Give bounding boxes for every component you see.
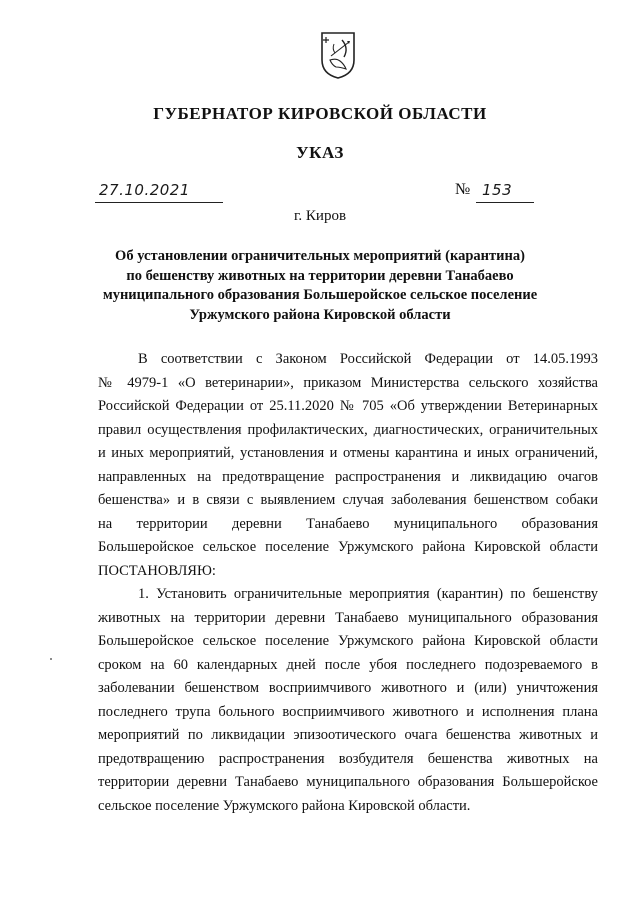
number-label: № xyxy=(455,181,471,198)
title-line: Об установлении ограничительных мероприятий (карантина) xyxy=(115,248,525,264)
body-line: последнего трупа больного восприимчивого животного и исполнения плана xyxy=(98,703,598,720)
kirov-coat-of-arms-icon xyxy=(318,30,358,80)
body-line: Большеройское сельское поселение Уржумского района Кировской области xyxy=(98,539,598,555)
body-line: сельское поселение Уржумского района Кировской области. xyxy=(98,797,471,814)
document-number: 153 xyxy=(482,181,513,199)
body-line: заболевании бешенством восприимчивого животного и (или) уничтожения xyxy=(98,680,598,696)
decree-body xyxy=(98,348,598,818)
body-line: Большеройское сельское поселение Уржумского района Кировской области xyxy=(98,633,598,649)
body-line: сроком на 60 календарных дней после убоя последнего подозреваемого в xyxy=(98,656,598,673)
title-line: по бешенству животных на территории деревни Танабаево xyxy=(126,267,514,284)
city-of-issue: г. Киров xyxy=(293,208,347,224)
body-line: правил осуществления профилактических, диагностических, ограничительных xyxy=(98,421,598,438)
resolution-keyword: ПОСТАНОВЛЯЮ: xyxy=(98,562,216,579)
body-line: В соответствии с Законом Российской Федерации от 14.05.1993 xyxy=(138,351,598,367)
document-type: УКАЗ xyxy=(296,143,344,162)
body-line: территории деревни Танабаево муниципального образования Большеройское xyxy=(98,774,598,790)
body-line: Российской Федерации от 25.11.2020 № 705 «Об утверждении Ветеринарных xyxy=(98,398,598,414)
body-line: животных на территории деревни Танабаево муниципального образования xyxy=(98,609,598,626)
body-line: № 4979-1 «О ветеринарии», приказом Министерства сельского хозяйства xyxy=(98,374,598,391)
title-line: Уржумского района Кировской области xyxy=(189,306,451,323)
body-line: направленных на предотвращение распространения и ликвидацию очагов xyxy=(98,468,598,485)
body-line: 1. Установить ограничительные мероприятия (карантин) по бешенству xyxy=(138,586,598,602)
title-line: муниципального образования Большеройское сельское поселение xyxy=(102,287,538,303)
body-line: бешенства» и в связи с выявлением случая заболевания бешенством собаки xyxy=(98,492,598,508)
body-line: мероприятий по ликвидации эпизоотического очага бешенства животных и xyxy=(98,727,598,743)
scan-speck xyxy=(50,658,52,660)
document-date: 27.10.2021 xyxy=(99,181,190,199)
number-field xyxy=(476,180,534,203)
body-line: предотвращению распространения возбудителя бешенства животных на xyxy=(98,750,598,767)
decree-title xyxy=(80,247,560,325)
body-line: на территории деревни Танабаево муниципального образования xyxy=(98,515,598,532)
date-field xyxy=(95,180,223,203)
issuing-authority: ГУБЕРНАТОР КИРОВСКОЙ ОБЛАСТИ xyxy=(153,104,487,123)
body-line: и иных мероприятий, установления и отмены карантина и иных ограничений, xyxy=(98,445,598,461)
